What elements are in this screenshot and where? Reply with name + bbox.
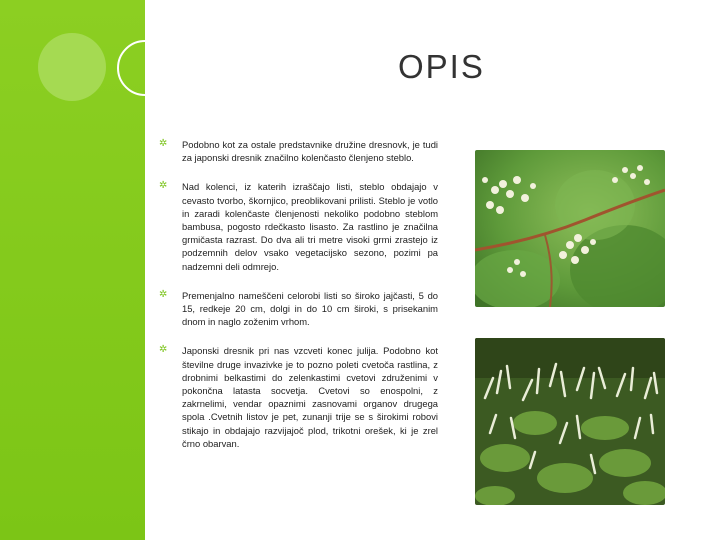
bullet-item xyxy=(159,288,438,329)
knotweed-flower-photo xyxy=(475,150,665,307)
star-bullet-icon: ✲ xyxy=(159,180,168,192)
bullet-item xyxy=(159,180,438,272)
flowering-bush-image xyxy=(475,338,665,505)
bullet-item xyxy=(159,138,438,164)
star-bullet-icon: ✲ xyxy=(159,288,168,300)
bullet-text: Japonski dresnik pri nas vzcveti konec julija. Podobno kot številne druge invazivke je to pozno poleti cvetoča rastlina, z drobnimi belkastimi do zelenkastimi cvetovi združenimi v pokončna latasta socvetja. Cvetovi so enospolni, z zakrnelimi, vendar opaznimi zasnovami organov drugega spola .Cvetnih listov je pet, zunanji trije se s širokimi robovi stikajo in obdajajo razvijajoč plod, trikotni orešek, ki je zrel črno obarvan. xyxy=(182,345,438,449)
slide-title: OPIS xyxy=(398,48,485,85)
left-green-band xyxy=(0,0,145,540)
star-bullet-icon: ✲ xyxy=(159,138,168,149)
bullet-text: Podobno kot za ostale predstavnike družine dresnovk, je tudi za japonski dresnik značilno kolenčasto členjeno steblo. xyxy=(182,139,438,164)
bullet-text: Premenjalno nameščeni celorobi listi so široko jajčasti, 5 do 15, redkeje 20 cm, dolgi in do 10 cm široki, s prisekanim dnom in naglo zoženim vrhom. xyxy=(182,289,438,328)
flower-closeup-image xyxy=(475,150,665,307)
knotweed-bush-photo xyxy=(475,338,665,505)
bullet-item xyxy=(159,344,438,450)
bullet-list xyxy=(159,138,438,466)
bullet-text: Nad kolenci, iz katerih izraščajo listi, steblo obdajajo v cevasto tvorbo, škornjico, preoblikovani prilisti. Steblo je votlo in zaradi kolenčaste členjenosti nekoliko podobno steblom bambusa, pogosto rdečkasto lisasto. Za rastlino je značilna grmičasta razrast. Do dva ali tri metre visoki grmi zrastejo iz podzemnih delov vsako vegetacijsko sezono, pozimi pa nadzemni deli odmrejo. xyxy=(182,181,438,272)
star-bullet-icon: ✲ xyxy=(159,344,168,356)
decorative-circle xyxy=(38,33,106,101)
